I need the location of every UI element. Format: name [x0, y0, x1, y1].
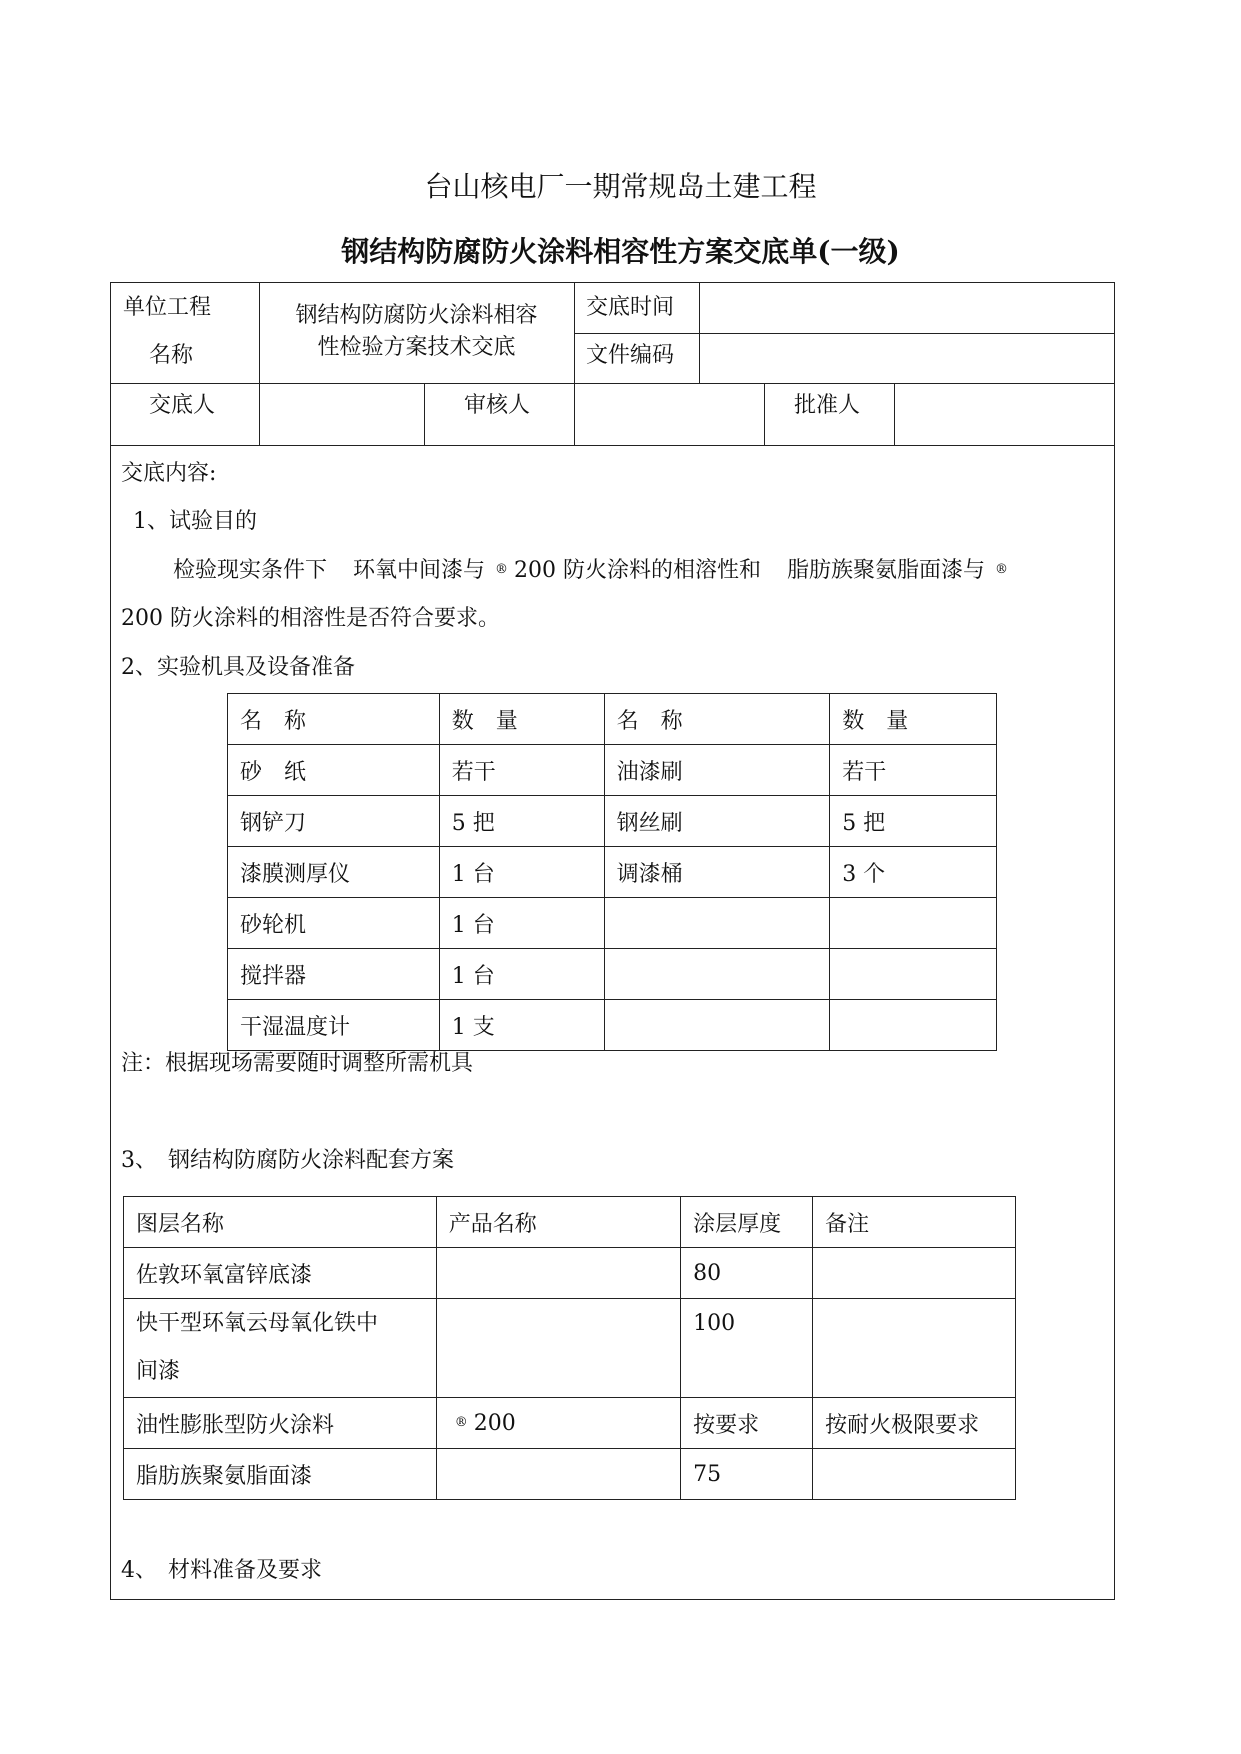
- table-row: [228, 949, 997, 1000]
- reviewer-label: 审核人: [464, 393, 531, 418]
- table-cell: [813, 1449, 1016, 1500]
- table-cell: [813, 1248, 1016, 1299]
- table-row: [228, 847, 997, 898]
- form-frame: [110, 282, 1115, 1600]
- layer-name-line1: 快干型环氧云母氧化铁中: [136, 1311, 379, 1336]
- table-cell: 若干: [439, 745, 604, 796]
- table-cell: [604, 949, 830, 1000]
- table-cell: [830, 898, 997, 949]
- unit-value-line2: 性检验方案技术交底: [317, 335, 516, 360]
- content-heading: 交底内容:: [121, 461, 217, 486]
- table-cell: 1 台: [439, 847, 604, 898]
- table-row: [124, 1398, 1016, 1449]
- table-cell: 砂轮机: [228, 898, 440, 949]
- table-cell: [436, 1398, 680, 1449]
- table-row: [228, 898, 997, 949]
- document-title: 台山核电厂一期常规岛土建工程: [424, 170, 817, 203]
- presenter-label: 交底人: [149, 393, 216, 418]
- table-cell: [604, 898, 830, 949]
- table-cell: 佐敦环氧富锌底漆: [124, 1248, 437, 1299]
- equipment-table: [227, 693, 997, 1051]
- section-1-paragraph-cont: 200 防火涂料的相溶性是否符合要求。: [121, 606, 500, 631]
- table-cell: [813, 1299, 1016, 1398]
- table-cell: 5 把: [439, 796, 604, 847]
- table-cell: 1 台: [439, 949, 604, 1000]
- unit-label-line2: 名称: [149, 343, 194, 368]
- registered-mark: ®: [454, 1414, 468, 1430]
- table-cell: 调漆桶: [604, 847, 830, 898]
- document-subtitle: 钢结构防腐防火涂料相容性方案交底单(一级): [341, 235, 900, 268]
- table-cell: [830, 1000, 997, 1051]
- section-4-title: 4、 材料准备及要求: [121, 1558, 322, 1583]
- table-cell: 若干: [830, 745, 997, 796]
- table-cell: [830, 949, 997, 1000]
- code-label: 文件编码: [586, 343, 675, 368]
- time-label: 交底时间: [586, 295, 675, 320]
- table-cell: 按要求: [681, 1398, 813, 1449]
- equipment-header-name-2: 名 称: [604, 694, 830, 745]
- approver-label: 批准人: [794, 393, 861, 418]
- table-row: [228, 694, 997, 745]
- table-cell: [436, 1248, 680, 1299]
- section-3-title: 3、 钢结构防腐防火涂料配套方案: [121, 1148, 454, 1173]
- table-cell: 5 把: [830, 796, 997, 847]
- table-row: [124, 1197, 1016, 1248]
- table-cell: 砂 纸: [228, 745, 440, 796]
- coating-table: [123, 1196, 1016, 1500]
- table-cell: 钢铲刀: [228, 796, 440, 847]
- table-cell: 按耐火极限要求: [813, 1398, 1016, 1449]
- table-cell: 油性膨胀型防火涂料: [124, 1398, 437, 1449]
- equipment-note: 注：根据现场需要随时调整所需机具: [121, 1051, 474, 1076]
- table-cell: 75: [681, 1449, 813, 1500]
- table-cell: [124, 1299, 437, 1398]
- coating-header-remark: 备注: [813, 1197, 1016, 1248]
- table-cell: [436, 1299, 680, 1398]
- equipment-header-name-1: 名 称: [228, 694, 440, 745]
- table-cell: 搅拌器: [228, 949, 440, 1000]
- table-row: [124, 1248, 1016, 1299]
- table-cell: 100: [681, 1299, 813, 1398]
- section-1-title: 1、试验目的: [133, 509, 257, 534]
- table-cell: [436, 1449, 680, 1500]
- table-row: [228, 745, 997, 796]
- table-row: [228, 796, 997, 847]
- coating-header-product: 产品名称: [436, 1197, 680, 1248]
- section-1-paragraph: 检验现实条件下 环氧中间漆与 ® 200 防火涂料的相溶性和 脂肪族聚氨脂面漆与 ®: [173, 558, 1009, 583]
- table-cell: 干湿温度计: [228, 1000, 440, 1051]
- table-cell: 1 台: [439, 898, 604, 949]
- layer-name-line2: 间漆: [136, 1359, 181, 1384]
- table-row: [124, 1299, 1016, 1398]
- equipment-header-qty-2: 数 量: [830, 694, 997, 745]
- unit-value-line1: 钢结构防腐防火涂料相容: [295, 303, 538, 328]
- table-row: [228, 1000, 997, 1051]
- section-2-title: 2、实验机具及设备准备: [121, 655, 355, 680]
- table-cell: 漆膜测厚仪: [228, 847, 440, 898]
- table-row: [124, 1449, 1016, 1500]
- table-cell: 钢丝刷: [604, 796, 830, 847]
- table-cell: [604, 1000, 830, 1051]
- table-cell: 油漆刷: [604, 745, 830, 796]
- table-cell: 80: [681, 1248, 813, 1299]
- table-cell: 1 支: [439, 1000, 604, 1051]
- coating-header-layer: 图层名称: [124, 1197, 437, 1248]
- table-cell: 脂肪族聚氨脂面漆: [124, 1449, 437, 1500]
- table-cell: 3 个: [830, 847, 997, 898]
- coating-header-thickness: 涂层厚度: [681, 1197, 813, 1248]
- unit-label-line1: 单位工程: [123, 295, 212, 320]
- equipment-header-qty-1: 数 量: [439, 694, 604, 745]
- product-name: 200: [473, 1410, 516, 1436]
